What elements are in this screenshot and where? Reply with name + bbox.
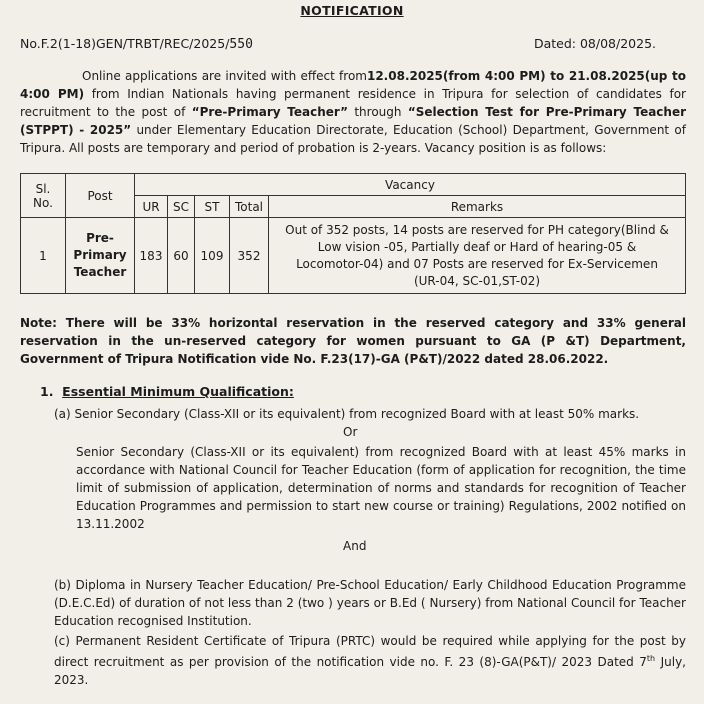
- issue-date: Dated: 08/08/2025.: [533, 36, 656, 51]
- cell-remarks: Out of 352 posts, 14 posts are reserved for PH category(Blind & Low vision -05, Partially deaf or Hard of hearing-05 & Locomotor-04) and 07 Posts are reserved for Ex-Servicemen (UR-04, SC-01,ST-02): [269, 218, 686, 294]
- notification-heading: NOTIFICATION: [300, 3, 404, 18]
- reservation-note: Note: There will be 33% horizontal reservation in the reserved category and 33% general reservation in the un-reserved category for women pursuant to GA (P &T) Department, Government of Tripura Notification vide No. F.23(17)-GA (P&T)/2022 dated 28.06.2022.: [20, 316, 686, 366]
- qualification-b: (b) Diploma in Nursery Teacher Education/ Pre-School Education/ Early Childhood Education Programme (D.E.C.Ed) of duration of not less than 2 (two ) years or B.Ed ( Nursery) from National Council for Teacher Education recognised Institution.: [54, 578, 687, 628]
- header-sl-no: Sl. No.: [21, 174, 66, 218]
- header-ur: UR: [135, 196, 168, 218]
- or-separator: Or: [343, 425, 358, 439]
- header-st: ST: [195, 196, 230, 218]
- header-sc: SC: [168, 196, 195, 218]
- and-separator: And: [343, 539, 367, 553]
- post-name: “Pre-Primary Teacher”: [191, 105, 348, 119]
- header-total: Total: [230, 196, 269, 218]
- header-post: Post: [66, 174, 135, 218]
- table-row: [21, 218, 686, 294]
- cell-total: 352: [230, 218, 269, 294]
- application-period: 12.08.2025(from 4:00 PM) to 21.08.2025(up to 4:00 PM): [20, 69, 686, 101]
- cell-ur: 183: [135, 218, 168, 294]
- vacancy-table: [20, 173, 686, 294]
- cell-sc: 60: [168, 218, 195, 294]
- cell-post: Pre- Primary Teacher: [66, 218, 135, 294]
- reference-handwritten-number: 550: [229, 37, 253, 52]
- qualification-c: (c) Permanent Resident Certificate of Tripura (PRTC) would be required while applying for the post by direct recruitment as per provision of the notification vide no. F. 23 (8)-GA(P&T)/ 2023 Dated 7th July, 2023.: [54, 634, 686, 687]
- cell-sl: 1: [21, 218, 66, 294]
- reference-prefix: No.F.2(1-18)GEN/TRBT/REC/2025/: [20, 36, 230, 51]
- qualification-a-alternative: Senior Secondary (Class-XII or its equivalent) from recognized Board with at least 45% marks in accordance with National Council for Teacher Education (form of application for recognition, the time limit of submission of application, determination of norms and standards for recognition of Teacher Education Programmes and permission to start new course or training) Regulations, 2002 notified on 13.11.2002: [76, 445, 686, 531]
- intro-paragraph: Online applications are invited with effect from12.08.2025(from 4:00 PM) to 21.08.2025(up to 4:00 PM) from Indian Nationals having permanent residence in Tripura for selection of candidates for recruitment to the post of “Pre-Primary Teacher” through “Selection Test for Pre-Primary Teacher (STPPT) - 2025” under Elementary Education Directorate, Education (School) Department, Government of Tripura. All posts are temporary and period of probation is 2-years. Vacancy position is as follows:: [20, 69, 687, 155]
- header-vacancy: Vacancy: [135, 174, 686, 196]
- header-remarks: Remarks: [269, 196, 686, 218]
- section-title: 1. Essential Minimum Qualification:: [40, 384, 294, 399]
- qualification-a: (a) Senior Secondary (Class-XII or its equivalent) from recognized Board with at least 50% marks.: [54, 407, 640, 421]
- cell-st: 109: [195, 218, 230, 294]
- reference-number: [20, 36, 253, 52]
- exam-name: “Selection Test for Pre-Primary Teacher (STPPT) - 2025”: [20, 105, 687, 137]
